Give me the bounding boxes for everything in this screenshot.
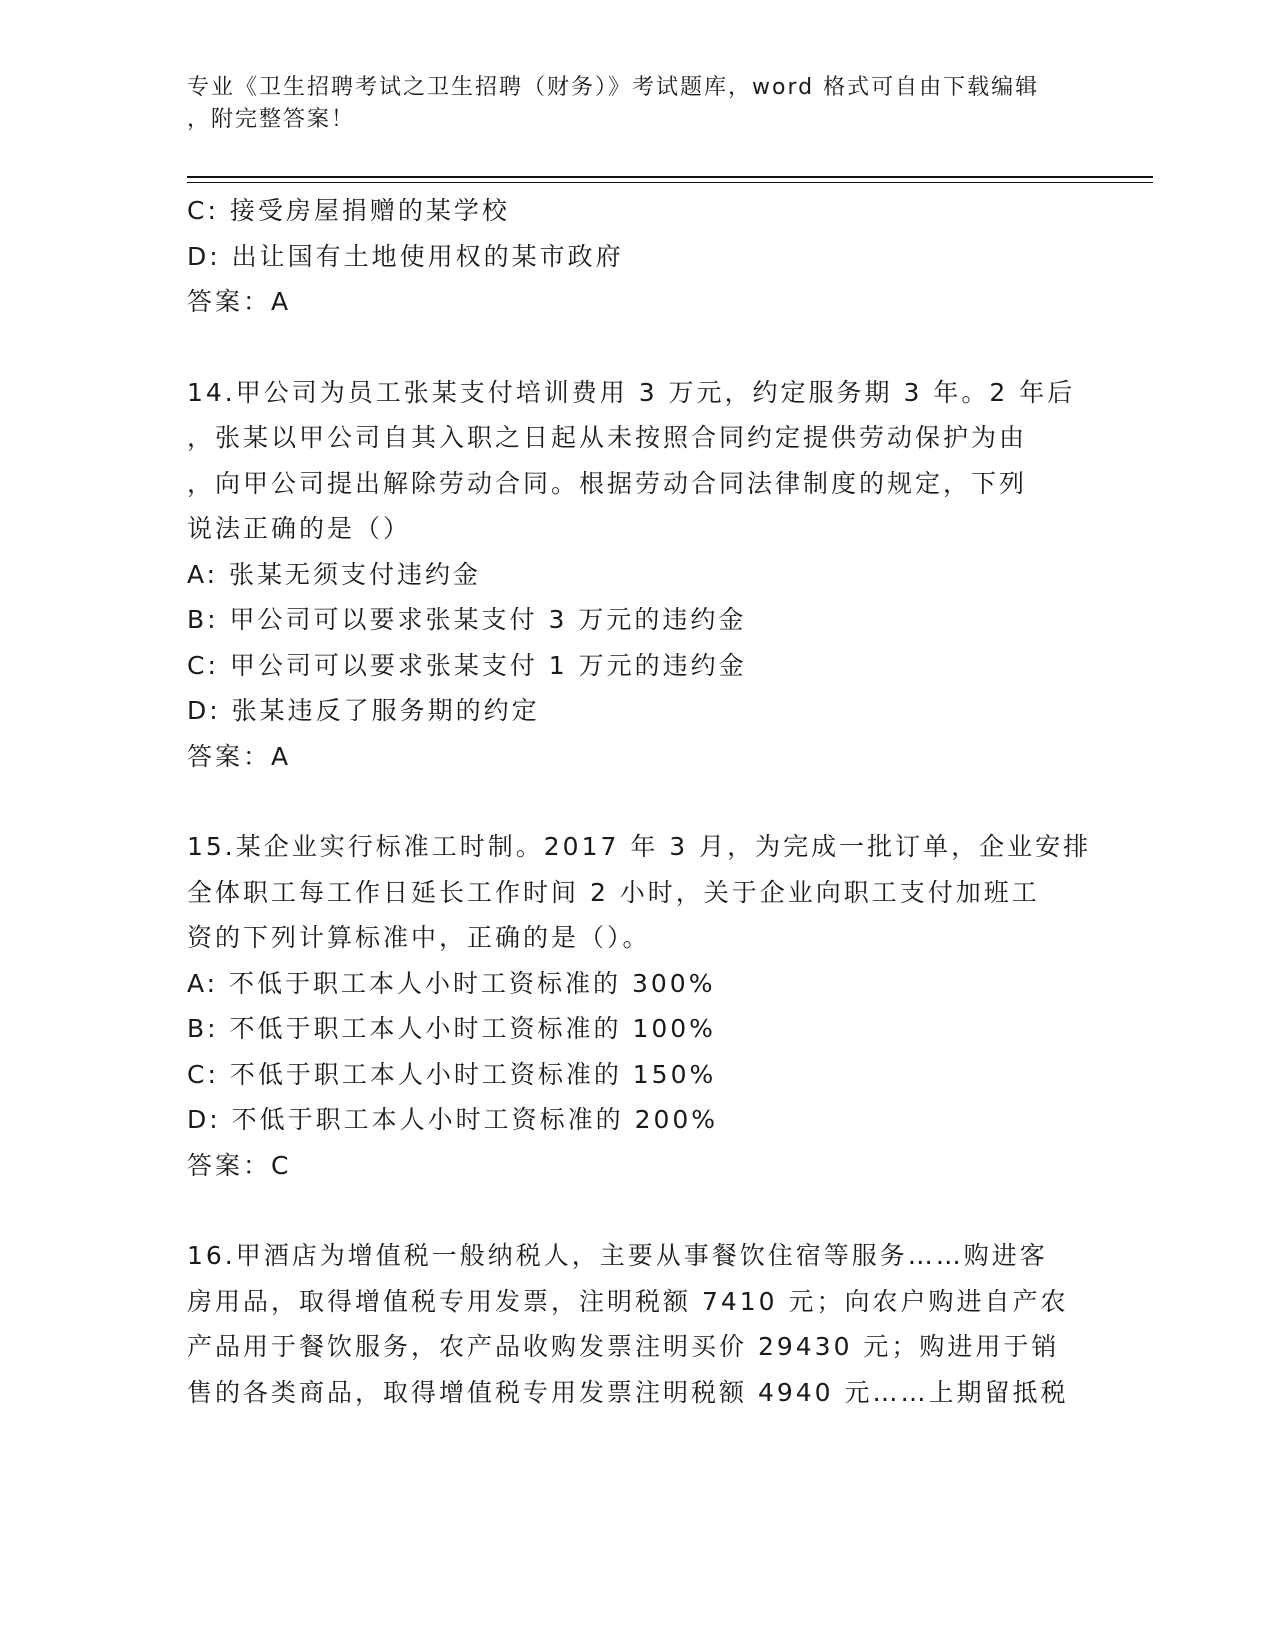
header-divider-thin: [187, 182, 1153, 183]
answer-label: 答案：: [187, 741, 272, 771]
header-line-2: ，附完整答案！: [187, 107, 356, 132]
question-stem-line: 说法正确的是（）: [187, 514, 412, 543]
page-header: [187, 72, 1087, 136]
question-stem-line: 资的下列计算标准中，正确的是（）。: [187, 923, 651, 952]
question-16: [187, 1233, 1087, 1415]
question-stem-line: ，向甲公司提出解除劳动合同。根据劳动合同法律制度的规定，下列: [187, 468, 1028, 498]
spacer: [187, 325, 1087, 370]
question-stem-line: ，张某以甲公司自其入职之日起从未按照合同约定提供劳动保护为由: [187, 423, 1028, 452]
header-line-1: 专业《卫生招聘考试之卫生招聘（财务）》考试题库，word 格式可自由下载编辑: [187, 75, 1040, 100]
answer-value: A: [271, 741, 290, 771]
spacer: [187, 779, 1087, 824]
answer-line: [187, 1143, 1087, 1189]
question-14: [187, 370, 1087, 780]
question-stem-line: 15.某企业实行标准工时制。2017 年 3 月，为完成一批订单，企业安排: [187, 832, 1092, 861]
question-15: [187, 824, 1092, 1188]
document-body: [187, 188, 1092, 1415]
option-d: D: 张某违反了服务期的约定: [187, 696, 540, 725]
option-a: A: 不低于职工本人小时工资标准的 300%: [187, 968, 716, 998]
question-stem-line: 全体职工每工作日延长工作时间 2 小时，关于企业向职工支付加班工: [187, 877, 1040, 907]
question-stem-line: 售的各类商品，取得增值税专用发票注明税额 4940 元……上期留抵税: [187, 1377, 1069, 1407]
option-c: C: 接受房屋捐赠的某学校: [187, 196, 510, 225]
option-d: D: 不低于职工本人小时工资标准的 200%: [187, 1105, 719, 1134]
question-stem-line: 房用品，取得增值税专用发票，注明税额 7410 元；向农户购进自产农: [187, 1286, 1069, 1316]
option-b: B: 不低于职工本人小时工资标准的 100%: [187, 1014, 716, 1043]
option-d: D: 出让国有土地使用权的某市政府: [187, 241, 624, 271]
answer-line: [187, 279, 1087, 325]
answer-label: 答案：: [187, 287, 272, 316]
option-c: C: 不低于职工本人小时工资标准的 150%: [187, 1059, 717, 1089]
answer-value: C: [271, 1150, 290, 1180]
answer-line: [187, 734, 1087, 780]
option-b: B: 甲公司可以要求张某支付 3 万元的违约金: [187, 605, 747, 634]
option-c: C: 甲公司可以要求张某支付 1 万元的违约金: [187, 650, 747, 680]
header-divider-thick: [187, 176, 1153, 178]
option-a: A: 张某无须支付违约金: [187, 559, 482, 589]
answer-label: 答案：: [187, 1150, 272, 1180]
answer-value: A: [271, 287, 290, 316]
question-stem-line: 14.甲公司为员工张某支付培训费用 3 万元，约定服务期 3 年。2 年后: [187, 377, 1076, 407]
question-stem-line: 16.甲酒店为增值税一般纳税人，主要从事餐饮住宿等服务……购进客: [187, 1241, 1048, 1270]
question-13-tail: [187, 188, 1087, 325]
question-stem-line: 产品用于餐饮服务，农产品收购发票注明买价 29430 元；购进用于销: [187, 1332, 1060, 1361]
spacer: [187, 1188, 1087, 1233]
